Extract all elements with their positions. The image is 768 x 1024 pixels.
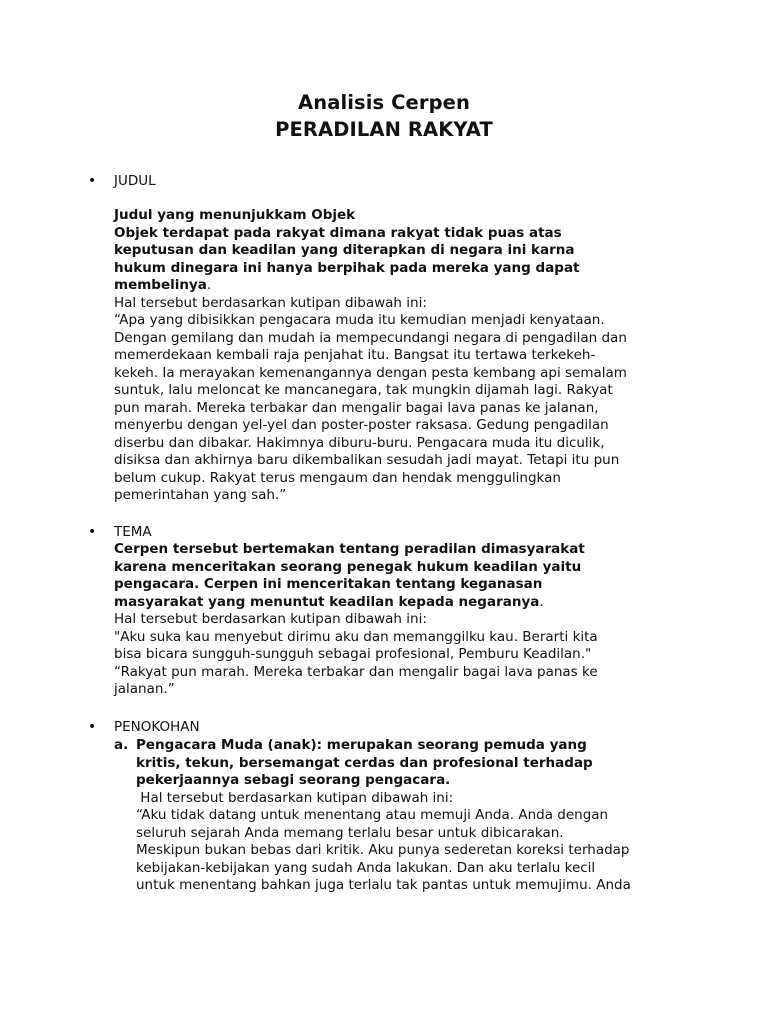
bold-line-with-dot	[114, 594, 694, 612]
text-line: Hal tersebut berdasarkan kutipan dibawah ini:	[114, 294, 427, 311]
bold-line: hukum dinegara ini hanya berpihak pada mereka yang dapat	[114, 259, 580, 276]
trailing-dot: .	[539, 593, 544, 610]
text-line: kekeh. Ia merayakan kemenangannya dengan pesta kembang api semalam	[114, 364, 627, 381]
text-line: belum cukup. Rakyat terus mengaum dan hendak menggulingkan	[114, 469, 561, 486]
section-tema-body	[114, 541, 694, 699]
text-line: Hal tersebut berdasarkan kutipan dibawah ini:	[136, 789, 454, 806]
bold-line: Cerpen tersebut bertemakan tentang peradilan dimasyarakat	[114, 541, 585, 557]
item-body	[136, 737, 696, 895]
bold-line: Pengacara Muda (anak): merupakan seorang pemuda yang	[136, 737, 587, 753]
bold-line-with-dot	[114, 277, 694, 295]
text-line: disiksa dan akhirnya baru dikembalikan sesudah jadi mayat. Tetapi itu pun	[114, 452, 620, 468]
bullet-icon: •	[88, 719, 97, 735]
text-line: jalanan.”	[114, 681, 175, 697]
title-line-1: Analisis Cerpen	[298, 91, 470, 114]
text-line: memerdekaan kembali raja penjahat itu. Bangsat itu tertawa terkekeh-	[114, 347, 596, 363]
bold-line: keputusan dan keadilan yang diterapkan di negara ini karna	[114, 242, 575, 258]
bold-line: kritis, tekun, bersemangat cerdas dan profesional terhadap	[136, 754, 593, 771]
text-line: “Aku tidak datang untuk menentang atau memuji Anda. Anda dengan	[136, 807, 609, 823]
bullet-icon: •	[88, 173, 97, 189]
text-line: Hal tersebut berdasarkan kutipan dibawah ini:	[114, 611, 427, 627]
text-line: seluruh sejarah Anda memang terlalu besar untuk dibicarakan.	[136, 824, 564, 841]
text-line: “Rakyat pun marah. Mereka terbakar dan mengalir bagai lava panas ke	[114, 663, 598, 680]
trailing-dot: .	[206, 277, 212, 293]
text-line: “Apa yang dibisikkan pengacara muda itu kemudian menjadi kenyataan.	[114, 312, 605, 328]
text-line: "Aku suka kau menyebut dirimu aku dan memanggilku kau. Berarti kita	[114, 628, 598, 645]
bold-text: masyarakat yang menuntut keadilan kepada negaranya	[114, 593, 540, 610]
bold-line: pengacara. Cerpen ini menceritakan tentang keganasan	[114, 576, 543, 592]
section-heading: PENOKOHAN	[114, 719, 200, 735]
text-line: diserbu dan dibakar. Hakimnya diburu-buru. Pengacara muda itu diculik,	[114, 434, 605, 451]
text-line: Meskipun bukan bebas dari kritik. Aku punya sederetan koreksi terhadap	[136, 842, 630, 858]
bullet-icon: •	[88, 524, 97, 540]
bold-line: Judul yang menunjukkam Objek	[114, 207, 356, 223]
title-line-2: PERADILAN RAKYAT	[275, 118, 493, 141]
text-line: pun marah. Mereka terbakar dan mengalir bagai lava panas ke jalanan,	[114, 399, 599, 416]
section-heading: JUDUL	[114, 173, 156, 189]
bold-text: membelinya	[114, 277, 207, 293]
text-line: menyerbu dengan yel-yel dan poster-poster raksasa. Gedung pengadilan	[114, 417, 609, 433]
section-heading: TEMA	[114, 524, 152, 540]
section-judul-body	[114, 207, 694, 505]
bold-line: pekerjaannya sebagi seorang pengacara.	[136, 772, 451, 788]
bold-line: Objek terdapat pada rakyat dimana rakyat tidak puas atas	[114, 224, 562, 241]
text-line: suntuk, lalu meloncat ke mancanegara, tak mungkin dijamah lagi. Rakyat	[114, 382, 613, 398]
text-line: Dengan gemilang dan mudah ia mempecundangi negara di pengadilan dan	[114, 329, 627, 346]
text-line: bisa bicara sungguh-sungguh sebagai profesional, Pemburu Keadilan."	[114, 646, 592, 662]
item-letter: a.	[114, 737, 129, 753]
document-title	[0, 89, 768, 143]
text-line: untuk menentang bahkan juga terlalu tak pantas untuk memujimu. Anda	[136, 877, 631, 893]
text-line: kebijakan-kebijakan yang sudah Anda lakukan. Dan aku terlalu kecil	[136, 859, 596, 876]
bold-line: karena menceritakan seorang penegak hukum keadilan yaitu	[114, 558, 582, 575]
text-line: pemerintahan yang sah.”	[114, 487, 287, 503]
